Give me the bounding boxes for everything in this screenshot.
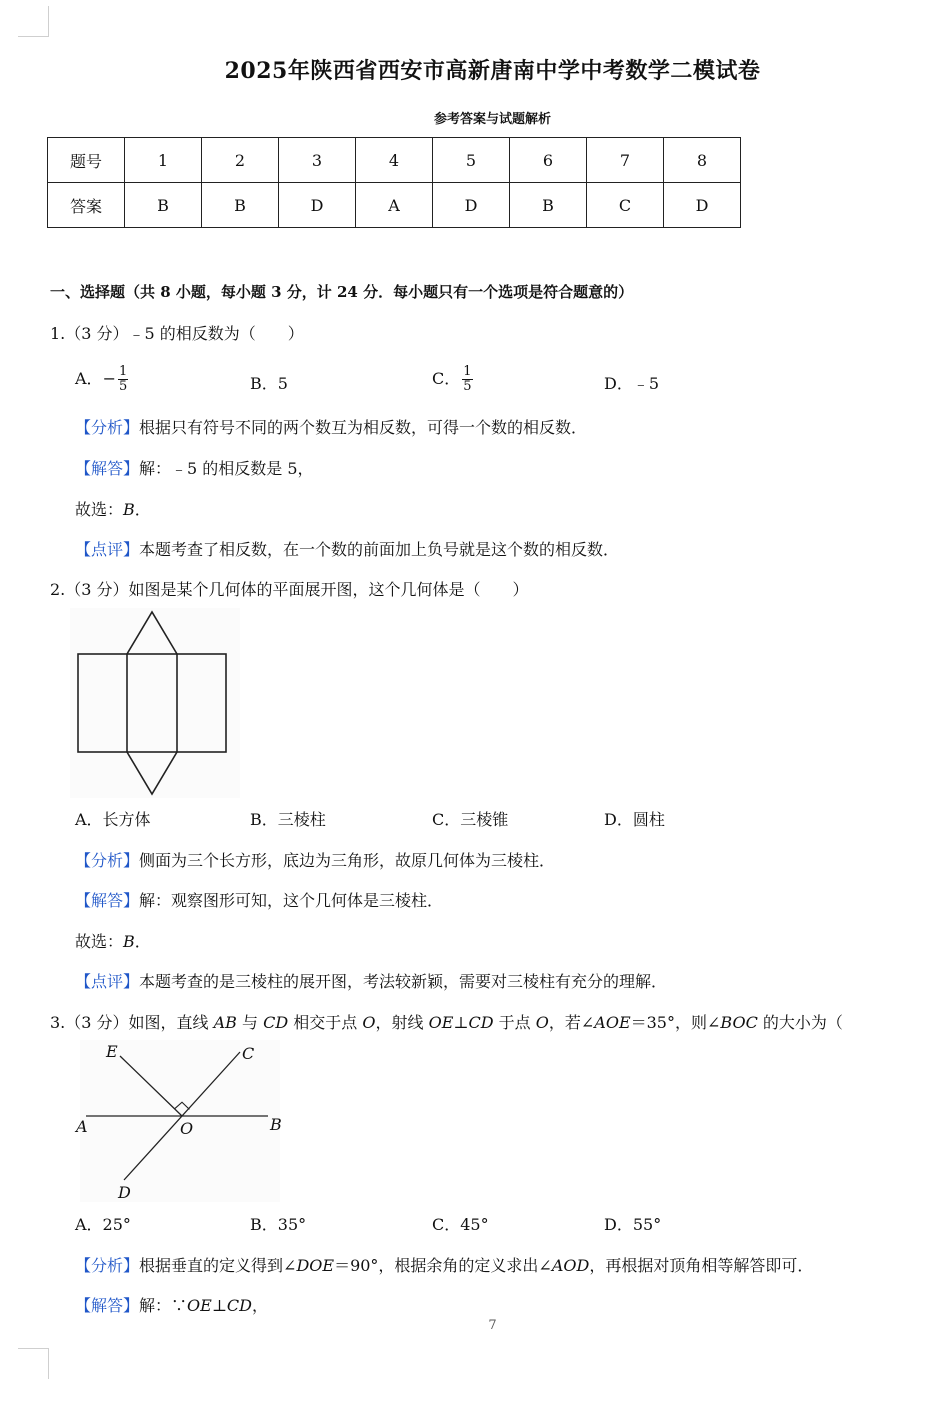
page-number: 7 — [488, 1318, 497, 1333]
question-2-comment — [75, 969, 667, 992]
numerator: 1 — [463, 364, 472, 379]
table-cell: D — [433, 183, 510, 228]
table-cell: C — [587, 183, 664, 228]
stem-text: 3.（3 分）如图，直线 — [50, 1013, 214, 1032]
table-row — [48, 138, 741, 183]
question-3-solution — [75, 1293, 268, 1316]
question-2-option-c: C．三棱锥 — [432, 810, 509, 829]
label-d: D — [118, 1183, 131, 1202]
choice-suffix: ． — [134, 500, 151, 519]
question-3-stem — [50, 1010, 843, 1033]
comment-tag: 【点评】 — [75, 972, 140, 991]
stem-symbol: AOE — [594, 1013, 631, 1032]
table-cell: 1 — [125, 138, 202, 183]
question-2-analysis — [75, 848, 555, 871]
page-subtitle: 参考答案与试题解析 — [433, 112, 551, 127]
denominator: 5 — [463, 379, 472, 394]
table-cell: B — [202, 183, 279, 228]
minus-sign: − — [102, 369, 116, 388]
table-cell: 6 — [510, 138, 587, 183]
fraction — [118, 365, 128, 394]
analysis-text: ＝90°，根据余角的定义求出∠ — [334, 1256, 552, 1275]
question-1-stem: 1.（3 分）﹣5 的相反数为（ ） — [50, 324, 304, 343]
solution-text: ⊥ — [211, 1296, 227, 1315]
choice-prefix: 故选： — [75, 932, 124, 951]
page-title: 2025年陕西省西安市高新唐南中学中考数学二模试卷 — [224, 58, 761, 84]
solution-text: ， — [251, 1296, 268, 1315]
label-a: A — [76, 1117, 88, 1136]
question-2-stem: 2.（3 分）如图是某个几何体的平面展开图，这个几何体是（ ） — [50, 580, 529, 599]
table-cell: 7 — [587, 138, 664, 183]
corner-mark-bottom-left — [18, 1348, 49, 1379]
stem-text: ＝35°，则∠ — [630, 1013, 721, 1032]
solution-tag: 【解答】 — [75, 459, 140, 478]
table-cell: 4 — [356, 138, 433, 183]
analysis-tag: 【分析】 — [75, 418, 140, 437]
table-header-cell: 答案 — [48, 183, 125, 228]
analysis-tag: 【分析】 — [75, 851, 140, 870]
question-2-option-a: A．长方体 — [75, 810, 151, 829]
analysis-text: 根据垂直的定义得到∠ — [139, 1256, 297, 1275]
comment-text: 本题考查了相反数，在一个数的前面加上负号就是这个数的相反数． — [139, 540, 620, 559]
solution-symbol: OE — [187, 1296, 212, 1315]
solution-text: 解：观察图形可知，这个几何体是三棱柱． — [139, 891, 444, 910]
table-cell: B — [125, 183, 202, 228]
question-3-analysis — [75, 1253, 813, 1276]
prism-net-figure — [70, 608, 240, 798]
question-3-option-b: B．35° — [250, 1215, 307, 1234]
comment-text: 本题考查的是三棱柱的展开图，考法较新颖，需要对三棱柱有充分的理解． — [139, 972, 668, 991]
table-header-cell: 题号 — [48, 138, 125, 183]
question-1-option-c — [432, 365, 473, 394]
choice-suffix: ． — [134, 932, 151, 951]
choice-prefix: 故选： — [75, 500, 124, 519]
question-3-option-c: C．45° — [432, 1215, 489, 1234]
analysis-text: 侧面为三个长方形，底边为三角形，故原几何体为三棱柱． — [139, 851, 556, 870]
table-cell: 3 — [279, 138, 356, 183]
stem-text: 于点 — [493, 1013, 536, 1032]
stem-text: 相交于点 — [288, 1013, 363, 1032]
stem-text: ，射线 — [375, 1013, 429, 1032]
label-e: E — [106, 1042, 118, 1061]
stem-symbol: AB — [213, 1013, 237, 1032]
stem-symbol: CD — [263, 1013, 289, 1032]
table-cell: 2 — [202, 138, 279, 183]
label-c: C — [242, 1044, 255, 1063]
solution-text: 解：﹣5 的相反数是 5， — [139, 459, 314, 478]
analysis-tag: 【分析】 — [75, 1256, 140, 1275]
table-cell: A — [356, 183, 433, 228]
stem-symbol: O — [362, 1013, 376, 1032]
question-2-option-b: B．三棱柱 — [250, 810, 326, 829]
option-label: C． — [432, 369, 461, 388]
question-1-analysis — [75, 415, 587, 438]
table-row — [48, 183, 741, 228]
question-1-comment — [75, 537, 619, 560]
fraction — [462, 365, 472, 394]
corner-mark-top-left — [18, 6, 49, 37]
option-label: A． — [75, 369, 103, 388]
stem-text: ，若∠ — [548, 1013, 595, 1032]
question-2-choice — [75, 929, 151, 952]
table-cell: 5 — [433, 138, 510, 183]
figure-background — [70, 608, 240, 798]
question-1-option-a — [75, 365, 128, 394]
choice-letter: B — [123, 932, 135, 951]
stem-text: ⊥ — [453, 1013, 469, 1032]
numerator: 1 — [118, 364, 128, 379]
answer-table — [47, 137, 741, 228]
stem-text: 的大小为（ — [757, 1013, 843, 1032]
stem-symbol: BOC — [720, 1013, 758, 1032]
solution-text: 解：∵ — [139, 1296, 188, 1315]
question-1-solution — [75, 456, 314, 479]
analysis-symbol: DOE — [296, 1256, 335, 1275]
question-3-option-a: A．25° — [75, 1215, 131, 1234]
choice-letter: B — [123, 500, 135, 519]
table-cell: D — [664, 183, 741, 228]
question-2-solution — [75, 888, 443, 911]
question-1-option-d: D．﹣5 — [604, 374, 660, 393]
table-cell: 8 — [664, 138, 741, 183]
stem-symbol: OE — [428, 1013, 454, 1032]
table-cell: D — [279, 183, 356, 228]
section-heading: 一、选择题（共 8 小题，每小题 3 分，计 24 分．每小题只有一个选项是符合题意的） — [50, 283, 634, 301]
intersecting-lines-figure — [70, 1040, 290, 1202]
question-2-option-d: D．圆柱 — [604, 810, 665, 829]
stem-text: 与 — [236, 1013, 264, 1032]
comment-tag: 【点评】 — [75, 540, 140, 559]
solution-symbol: CD — [226, 1296, 252, 1315]
question-3-option-d: D．55° — [604, 1215, 662, 1234]
stem-symbol: CD — [468, 1013, 494, 1032]
question-1-choice — [75, 497, 151, 520]
solution-tag: 【解答】 — [75, 891, 140, 910]
label-b: B — [270, 1115, 282, 1134]
stem-symbol: O — [535, 1013, 549, 1032]
analysis-symbol: AOD — [551, 1256, 590, 1275]
question-1-option-b: B．5 — [250, 374, 288, 393]
label-o: O — [180, 1119, 194, 1138]
denominator: 5 — [118, 379, 128, 394]
table-cell: B — [510, 183, 587, 228]
analysis-text: 根据只有符号不同的两个数互为相反数，可得一个数的相反数． — [139, 418, 588, 437]
analysis-text: ，再根据对顶角相等解答即可． — [589, 1256, 814, 1275]
solution-tag: 【解答】 — [75, 1296, 140, 1315]
